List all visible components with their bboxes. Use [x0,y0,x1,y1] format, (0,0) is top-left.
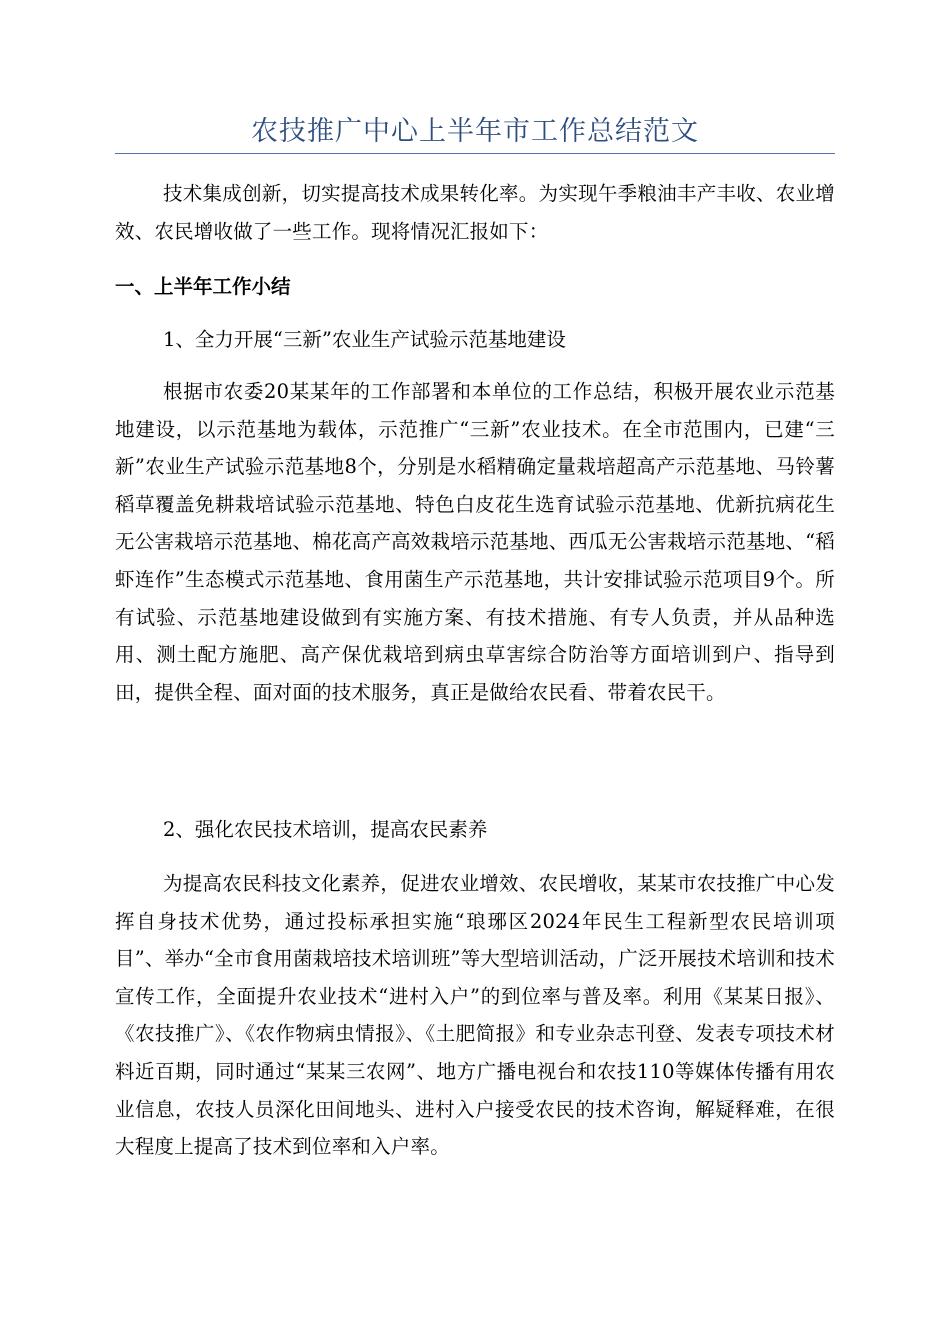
item-body-1: 根据市农委20某某年的工作部署和本单位的工作总结，积极开展农业示范基地建设，以示范基地为载体，示范推广“三新”农业技术。在全市范围内，已建“三新”农业生产试验示范基地8个，分别是水稻精确定量栽培超高产示范基地、马铃薯稻草覆盖免耕栽培试验示范基地、特色白皮花生选育试验示范基地、优新抗病花生无公害栽培示范基地、棉花高产高效栽培示范基地、西瓜无公害栽培示范基地、“稻虾连作”生态模式示范基地、食用菌生产示范基地，共计安排试验示范项目9个。所有试验、示范基地建设做到有实施方案、有技术措施、有专人负责，并从品种选用、测土配方施肥、高产保优栽培到病虫草害综合防治等方面培训到户、指导到田，提供全程、面对面的技术服务，真正是做给农民看、带着农民干。 [115,380,835,704]
item-heading-2: 2、强化农民技术培训，提高农民素养 [163,818,488,841]
item-heading-1: 1、全力开展“三新”农业生产试验示范基地建设 [163,328,566,351]
intro-paragraph: 技术集成创新，切实提高技术成果转化率。为实现午季粮油丰产丰收、农业增效、农民增收做了一些工作。现将情况汇报如下： [115,182,835,243]
title-underline [115,153,835,154]
section-heading-1: 一、上半年工作小结 [115,275,291,298]
item-body-2: 为提高农民科技文化素养，促进农业增效、农民增收，某某市农技推广中心发挥自身技术优势，通过投标承担实施“琅琊区2024年民生工程新型农民培训项目”、举办“全市食用菌栽培技术培训班”等大型培训活动，广泛开展技术培训和技术宣传工作，全面提升农业技术“进村入户”的到位率与普及率。利用《某某日报》、《农技推广》、《农作物病虫情报》、《土肥简报》和专业杂志刊登、发表专项技术材料近百期，同时通过“某某三农网”、地方广播电视台和农技110等媒体传播有用农业信息，农技人员深化田间地头、进村入户接受农民的技术咨询，解疑释难，在很大程度上提高了技术到位率和入户率。 [115,872,836,1159]
document-title: 农技推广中心上半年市工作总结范文 [251,116,699,147]
